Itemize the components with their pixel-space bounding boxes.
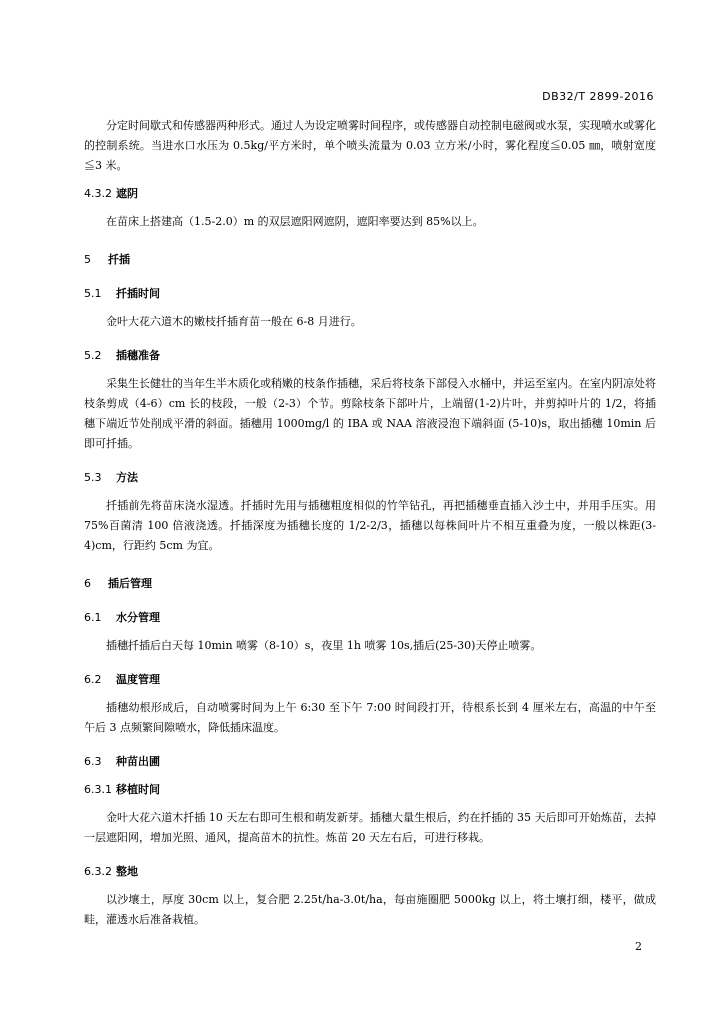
section-heading-5-2 xyxy=(84,346,656,366)
section-number: 6.2 xyxy=(84,673,102,686)
section-number: 5 xyxy=(84,253,91,266)
section-number: 6.3.1 xyxy=(84,783,112,796)
section-title: 种苗出圃 xyxy=(116,755,160,768)
section-number: 4.3.2 xyxy=(84,187,112,200)
section-number: 5.3 xyxy=(84,471,102,484)
section-heading-6-3 xyxy=(84,752,656,772)
section-heading-5 xyxy=(84,250,656,270)
section-heading-5-1 xyxy=(84,284,656,304)
standard-code: DB32/T 2899-2016 xyxy=(542,90,654,103)
paragraph: 金叶大花六道木扦插 10 天左右即可生根和萌发新芽。插穗大量生根后，约在扦插的 35 天后即可开始炼苗，去掉一层遮阳网，增加光照、通风，提高苗木的抗性。炼苗 20 天左右后，可进行移栽。 xyxy=(84,811,656,844)
section-number: 5.2 xyxy=(84,349,102,362)
paragraph: 在苗床上搭建高（1.5-2.0）m 的双层遮阳网遮阴，遮阳率要达到 85%以上。 xyxy=(106,215,484,228)
paragraph: 插穗扦插后白天每 10min 喷雾（8-10）s，夜里 1h 喷雾 10s,插后(25-30)天停止喷雾。 xyxy=(106,639,542,652)
section-title: 方法 xyxy=(116,471,138,484)
section-title: 温度管理 xyxy=(116,673,160,686)
section-heading-4-3-2 xyxy=(84,184,656,204)
section-heading-5-3 xyxy=(84,468,656,488)
section-number: 6.1 xyxy=(84,611,102,624)
section-heading-6-3-2 xyxy=(84,862,656,882)
section-number: 5.1 xyxy=(84,287,102,300)
section-title: 水分管理 xyxy=(116,611,160,624)
section-heading-6-2 xyxy=(84,670,656,690)
section-number: 6.3.2 xyxy=(84,865,112,878)
paragraph: 采集生长健壮的当年生半木质化或稍嫩的枝条作插穗，采后将枝条下部侵入水桶中，并运至室内。在室内阴凉处将枝条剪成（4-6）cm 长的枝段，一般（2-3）个节。剪除枝条下部叶片，上端留(1-2)片叶，并剪掉叶片的 1/2，将插穗下端近节处削成平滑的斜面。插穗用 1000mg/l 的 IBA 或 NAA 溶液浸泡下端斜面 (5-10)s，取出插穗 10min 后即可扦插。 xyxy=(84,377,656,450)
section-title: 移植时间 xyxy=(116,783,160,796)
paragraph: 以沙壤土，厚度 30cm 以上，复合肥 2.25t/ha-3.0t/ha，每亩施圈肥 5000kg 以上，将土壤打细，楼平，做成畦，灌透水后准备栽植。 xyxy=(84,893,656,926)
page-number: 2 xyxy=(635,940,642,953)
section-title: 遮阴 xyxy=(116,187,138,200)
section-title: 插后管理 xyxy=(108,577,152,590)
section-heading-6-1 xyxy=(84,608,656,628)
section-title: 扦插时间 xyxy=(116,287,160,300)
paragraph: 插穗幼根形成后，自动喷雾时间为上午 6:30 至下午 7:00 时间段打开，待根系长到 4 厘米左右，高温的中午至午后 3 点频繁间隙喷水，降低插床温度。 xyxy=(84,701,656,734)
section-title: 扦插 xyxy=(108,253,130,266)
paragraph: 分定时间歇式和传感器两种形式。通过人为设定喷雾时间程序，或传感器自动控制电磁阀或水泵，实现喷水或雾化的控制系统。当进水口水压为 0.5kg/平方米时，单个喷头流量为 0.03 立方米/小时，雾化程度≦0.05 ㎜，喷射宽度≦3 米。 xyxy=(84,119,656,172)
section-heading-6 xyxy=(84,574,656,594)
paragraph: 扦插前先将苗床浇水湿透。扦插时先用与插穗粗度相似的竹竿钻孔，再把插穗垂直插入沙土中，并用手压实。用 75%百菌清 100 倍液浇透。扦插深度为插穗长度的 1/2-2/3，插穗以每株间叶片不相互重叠为度，一般以株距(3-4)cm，行距约 5cm 为宜。 xyxy=(84,499,656,552)
section-title: 整地 xyxy=(116,865,138,878)
section-heading-6-3-1 xyxy=(84,780,656,800)
paragraph: 金叶大花六道木的嫩枝扦插育苗一般在 6-8 月进行。 xyxy=(106,315,362,328)
document-body xyxy=(84,116,656,930)
section-number: 6.3 xyxy=(84,755,102,768)
section-number: 6 xyxy=(84,577,91,590)
section-title: 插穗准备 xyxy=(116,349,160,362)
